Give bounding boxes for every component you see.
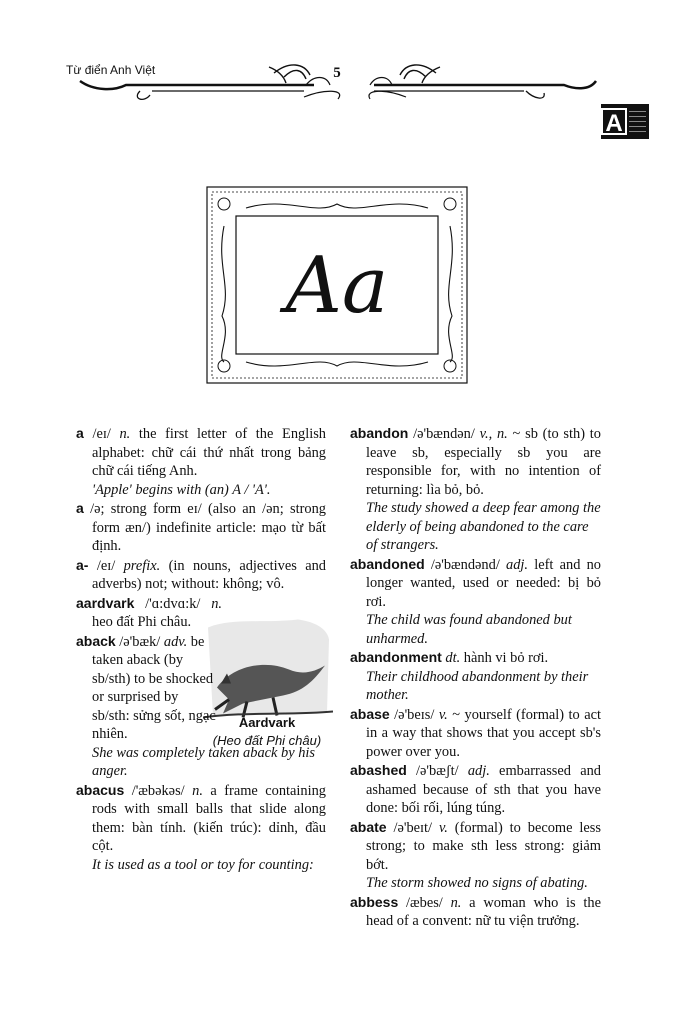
headword: abbess xyxy=(350,893,399,910)
pronunciation: /ə'bændən/ xyxy=(408,426,480,442)
headword: aardvark xyxy=(76,594,135,611)
pronunciation: /æbes/ xyxy=(398,894,451,911)
part-of-speech: n. xyxy=(119,426,131,442)
part-of-speech: n. xyxy=(192,782,203,799)
headword: a xyxy=(76,500,84,516)
part-of-speech: adj. xyxy=(467,763,490,779)
section-letter-art: Aa xyxy=(285,241,389,331)
part-of-speech: adv. xyxy=(163,633,188,650)
dictionary-entry xyxy=(76,594,222,632)
headword: abacus xyxy=(76,781,125,798)
section-tab-letter: A xyxy=(601,108,627,135)
dictionary-entry xyxy=(350,705,601,762)
dictionary-entry xyxy=(76,424,326,481)
section-thumb-tab xyxy=(601,104,649,139)
right-column xyxy=(350,424,601,931)
example-sentence: The child was found abandoned but unharmed. xyxy=(366,612,572,647)
headword: aback xyxy=(76,632,116,649)
pronunciation: /eɪ/ xyxy=(88,557,124,574)
pronunciation: /ə'beɪs/ xyxy=(389,706,439,723)
headword: a xyxy=(76,425,84,441)
dictionary-entry xyxy=(350,761,601,818)
example-sentence: Their childhood abandonment by their mother. xyxy=(366,668,589,703)
pronunciation: /'æbəkəs/ xyxy=(124,782,193,799)
headword: abate xyxy=(350,818,387,835)
example-sentence: The study showed a deep fear among the elderly of being abandoned to the care of strangers. xyxy=(366,500,601,553)
definition: (in nouns, adjectives and adverbs) not; without: không; vô. xyxy=(92,557,327,592)
part-of-speech: dt. xyxy=(445,650,461,666)
dictionary-entry xyxy=(76,781,326,856)
definition: a frame containing rods with small balls that slide along them: bàn tính. (kiến trúc): dỉnh, đầu cột. xyxy=(92,782,326,854)
definition: hành vi bỏ rơi. xyxy=(460,650,549,666)
part-of-speech: v. xyxy=(438,706,448,723)
pronunciation: /ə'bændənd/ xyxy=(424,556,507,573)
headword: a- xyxy=(76,556,89,573)
definition: (formal) to become less strong; to make sth less strong: giảm bớt. xyxy=(366,819,601,873)
example-sentence: She was completely taken aback by his anger. xyxy=(92,744,315,779)
definition: ~ sb (to sth) to leave sb, especially sb you are responsible for, with no intention of returning: lìa bỏ, bỏ. xyxy=(366,426,601,498)
headword: abandonment xyxy=(350,649,442,665)
dictionary-entry xyxy=(350,424,601,499)
part-of-speech: prefix. xyxy=(123,557,161,574)
page-number: 5 xyxy=(333,65,341,81)
running-header-title: Từ điển Anh Việt xyxy=(66,63,156,77)
pronunciation: /'ɑ:dvɑ:k/ xyxy=(134,595,212,612)
figure-caption-vietnamese: (Heo đất Phi châu) xyxy=(212,733,322,748)
part-of-speech: v., n. xyxy=(479,426,508,442)
dictionary-entry xyxy=(350,818,601,875)
example-sentence: It is used as a tool or toy for counting: xyxy=(92,856,314,873)
definition: the first letter of the English alphabet: chữ cái thứ nhất trong bảng chữ cái tiếng Anh. xyxy=(92,426,326,479)
pronunciation: /ə'bæk/ xyxy=(115,633,164,650)
dictionary-entry xyxy=(76,556,326,594)
pronunciation: /ə; strong form eɪ/ (also an /ən; strong form æn/) indefinite article: mạo từ bất định. xyxy=(83,501,326,554)
definition: heo đất Phi châu. xyxy=(92,614,192,630)
definition: embarrassed and ashamed because of sth that you have done: bối rối, lúng túng. xyxy=(366,763,601,816)
dictionary-entry xyxy=(350,893,601,931)
left-column xyxy=(76,424,326,874)
pronunciation: /ə'bæʃt/ xyxy=(406,763,468,779)
definition: a woman who is the head of a convent: nữ tu viện trưởng. xyxy=(366,894,601,929)
part-of-speech: adj. xyxy=(506,556,529,573)
part-of-speech: n. xyxy=(211,595,222,612)
headword: abandon xyxy=(350,425,409,441)
dictionary-entry xyxy=(76,499,326,556)
definition: be taken aback (by sb/sth) to be shocked or surprised by sb/sth: sửng sốt, ngạc nhiên. xyxy=(92,633,216,742)
definition: ~ yourself (formal) to act in a way that shows that you accept sb's power over you. xyxy=(366,706,601,760)
example-sentence: 'Apple' begins with (an) A / 'A'. xyxy=(92,481,271,498)
pronunciation: /eɪ/ xyxy=(83,426,120,442)
pronunciation: /ə'beɪt/ xyxy=(386,819,439,836)
dictionary-entry xyxy=(350,648,601,668)
headword: abase xyxy=(350,705,390,722)
dictionary-entry xyxy=(350,555,601,612)
dictionary-entry xyxy=(76,632,216,744)
part-of-speech: v. xyxy=(438,819,448,836)
headword: abandoned xyxy=(350,555,425,572)
definition: left and no longer wanted, used or needed: bị bỏ rơi. xyxy=(366,556,601,610)
example-sentence: The storm showed no signs of abating. xyxy=(366,875,588,891)
figure-caption: Aardvark xyxy=(238,715,296,730)
part-of-speech: n. xyxy=(450,894,462,911)
headword: abashed xyxy=(350,762,407,778)
